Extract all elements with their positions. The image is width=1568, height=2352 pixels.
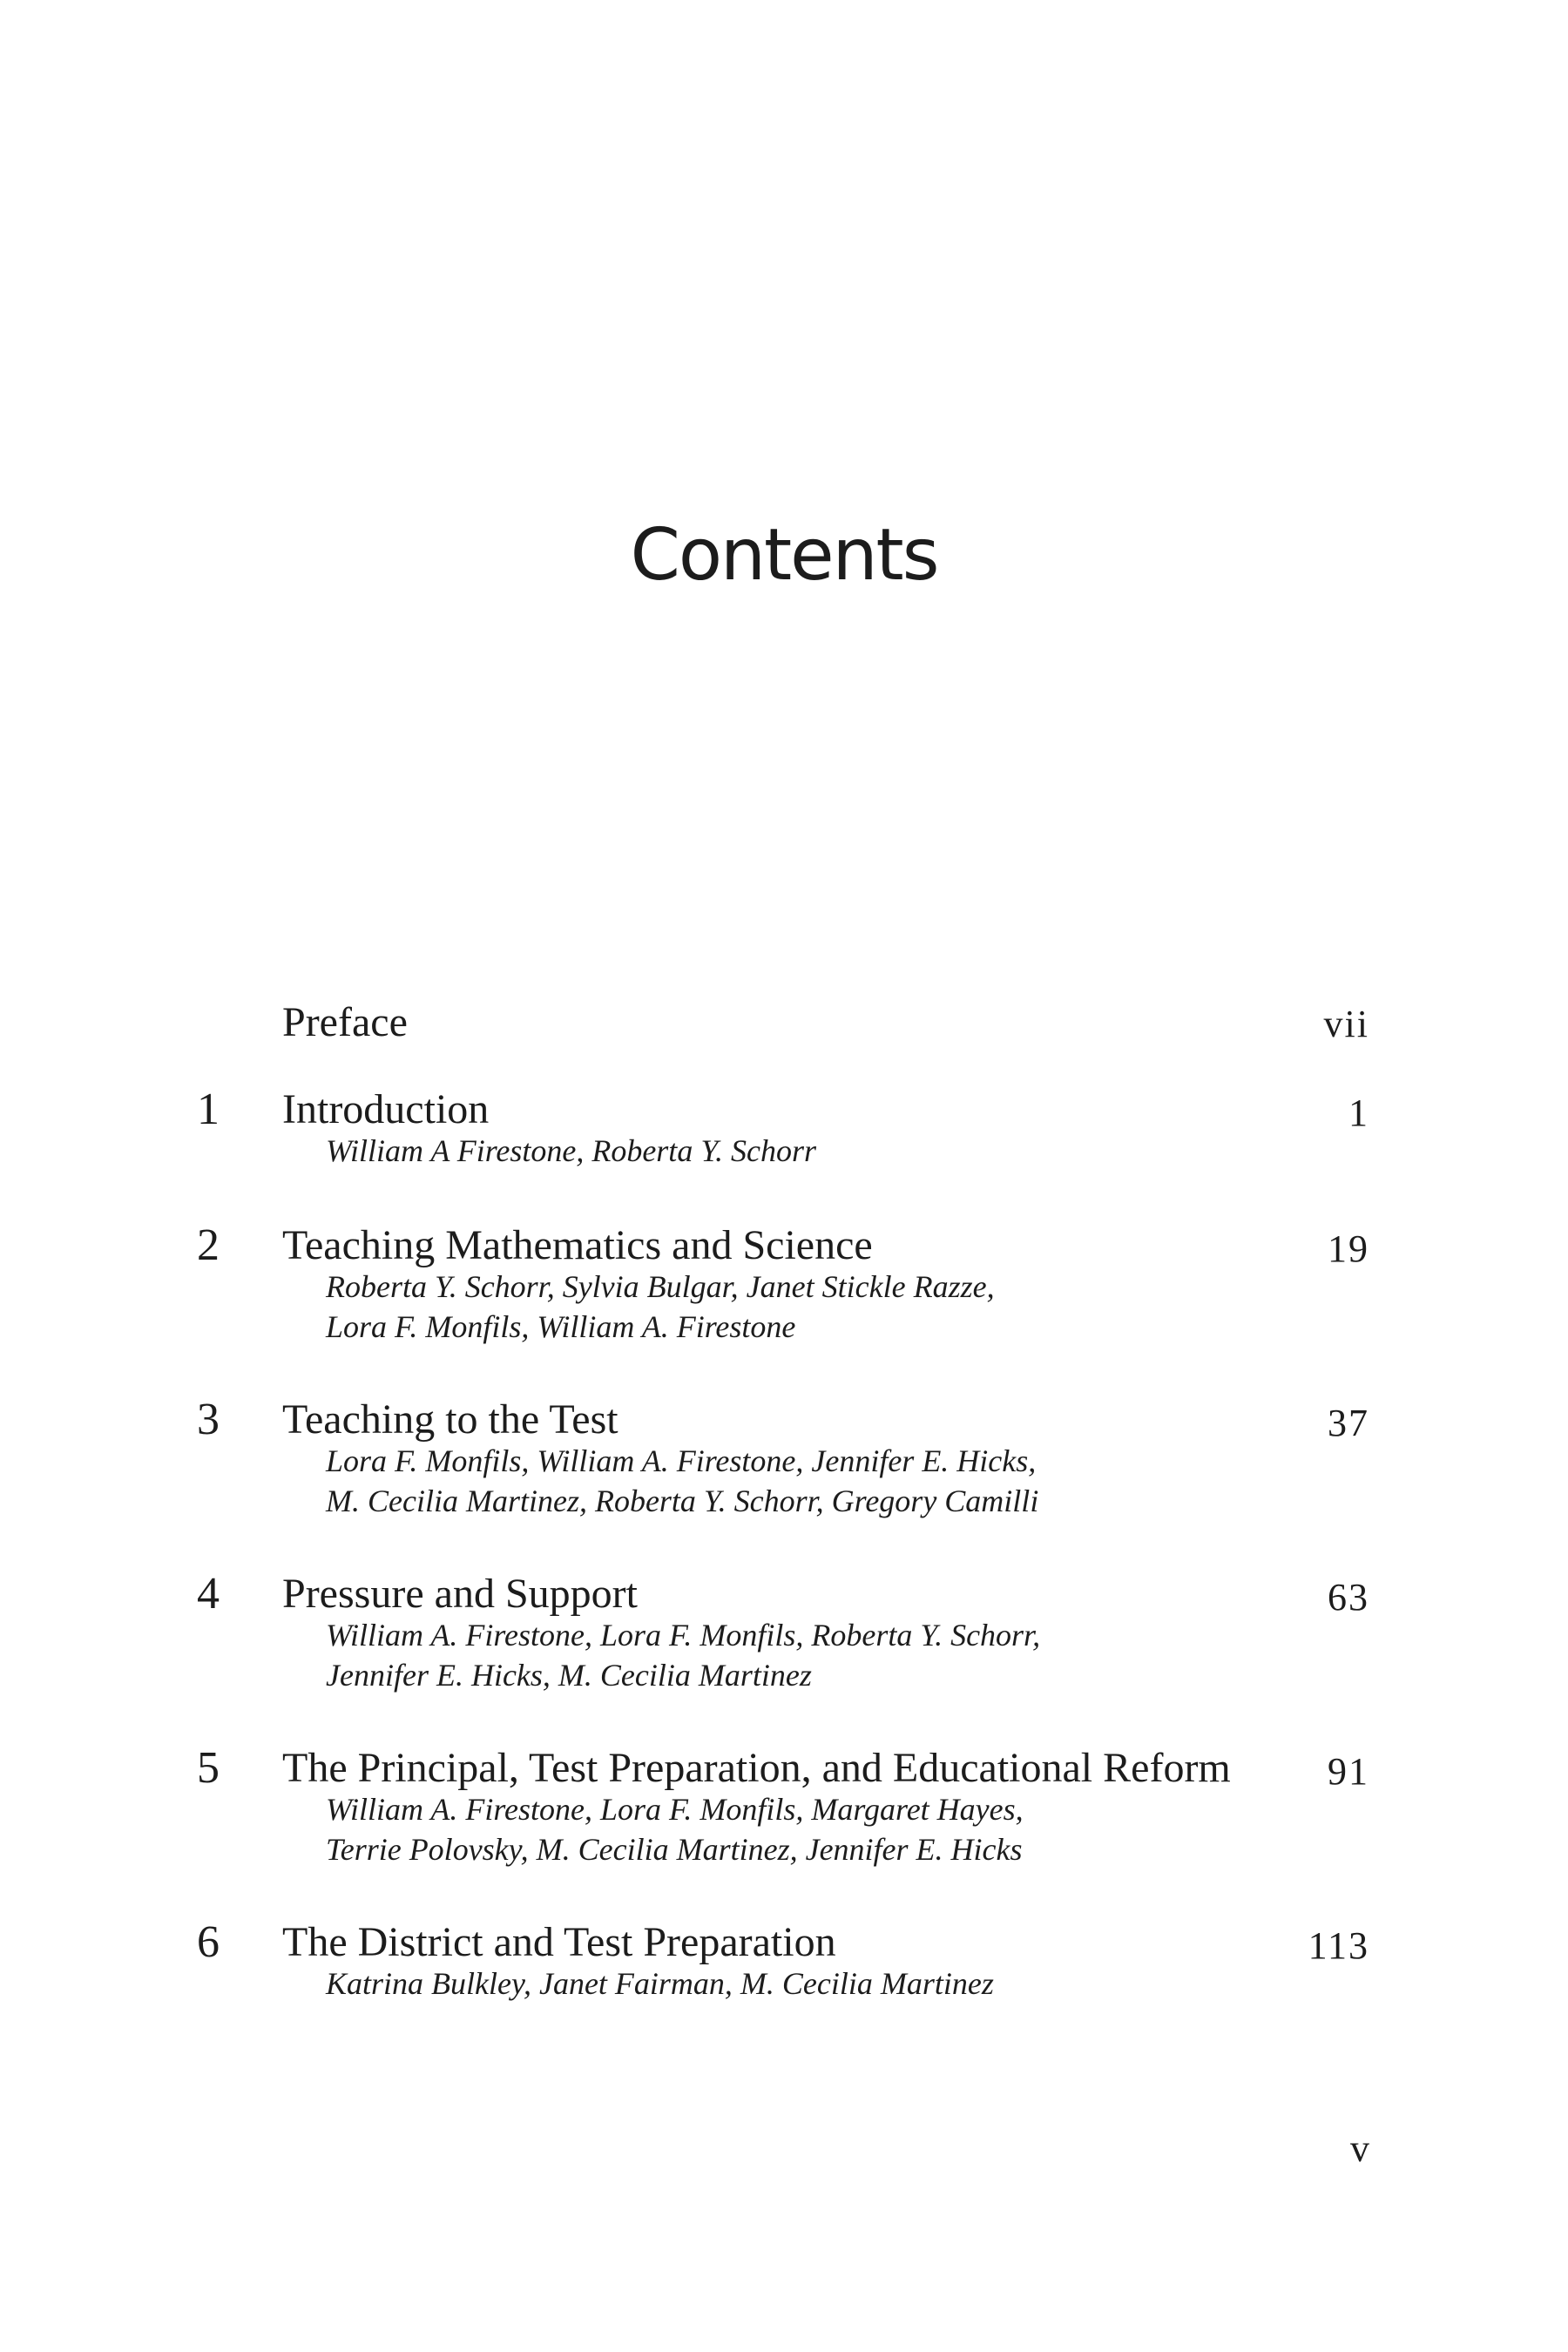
chapter-number: 3 <box>197 1395 220 1444</box>
chapter-title: Teaching to the Test <box>282 1396 618 1443</box>
page-title: Contents <box>630 514 938 597</box>
author-line: Katrina Bulkley, Janet Fairman, M. Cecilia Martinez <box>326 1966 994 2001</box>
chapter-title: Preface <box>282 999 408 1045</box>
chapter-number: 6 <box>197 1917 220 1967</box>
chapter-authors <box>326 1789 1024 1869</box>
author-line: Roberta Y. Schorr, Sylvia Bulgar, Janet Stickle Razze, <box>326 1269 995 1304</box>
chapter-title: The Principal, Test Preparation, and Educational Reform <box>282 1745 1231 1791</box>
author-line: Jennifer E. Hicks, M. Cecilia Martinez <box>326 1658 812 1693</box>
author-line: William A Firestone, Roberta Y. Schorr <box>326 1133 817 1168</box>
page-number: 113 <box>1308 1924 1369 1967</box>
chapter-authors <box>326 1131 816 1171</box>
page-number: 91 <box>1328 1750 1369 1793</box>
chapter-number: 2 <box>197 1220 220 1270</box>
author-line: M. Cecilia Martinez, Roberta Y. Schorr, Gregory Camilli <box>326 1484 1039 1518</box>
page-number: 19 <box>1328 1227 1369 1270</box>
page-number: vii <box>1323 1003 1369 1045</box>
chapter-title: The District and Test Preparation <box>282 1919 836 1965</box>
chapter-number: 5 <box>197 1743 220 1793</box>
page-number: 63 <box>1328 1576 1369 1619</box>
author-line: William A. Firestone, Lora F. Monfils, Roberta Y. Schorr, <box>326 1618 1041 1652</box>
chapter-number: 4 <box>197 1569 220 1619</box>
chapter-number: 1 <box>197 1085 220 1134</box>
chapter-authors <box>326 1267 995 1347</box>
author-line: William A. Firestone, Lora F. Monfils, Margaret Hayes, <box>326 1792 1024 1827</box>
chapter-title: Pressure and Support <box>282 1571 638 1617</box>
page-number: 1 <box>1348 1092 1369 1134</box>
folio-page-number: v <box>1350 2127 1369 2170</box>
chapter-authors <box>326 1441 1038 1521</box>
author-line: Lora F. Monfils, William A. Firestone, Jennifer E. Hicks, <box>326 1443 1037 1478</box>
chapter-title: Teaching Mathematics and Science <box>282 1222 873 1268</box>
page-number: 37 <box>1328 1402 1369 1444</box>
author-line: Lora F. Monfils, William A. Firestone <box>326 1309 796 1344</box>
author-line: Terrie Polovsky, M. Cecilia Martinez, Jennifer E. Hicks <box>326 1832 1023 1867</box>
chapter-title: Introduction <box>282 1086 490 1132</box>
chapter-authors <box>326 1963 994 2004</box>
chapter-authors <box>326 1615 1040 1695</box>
